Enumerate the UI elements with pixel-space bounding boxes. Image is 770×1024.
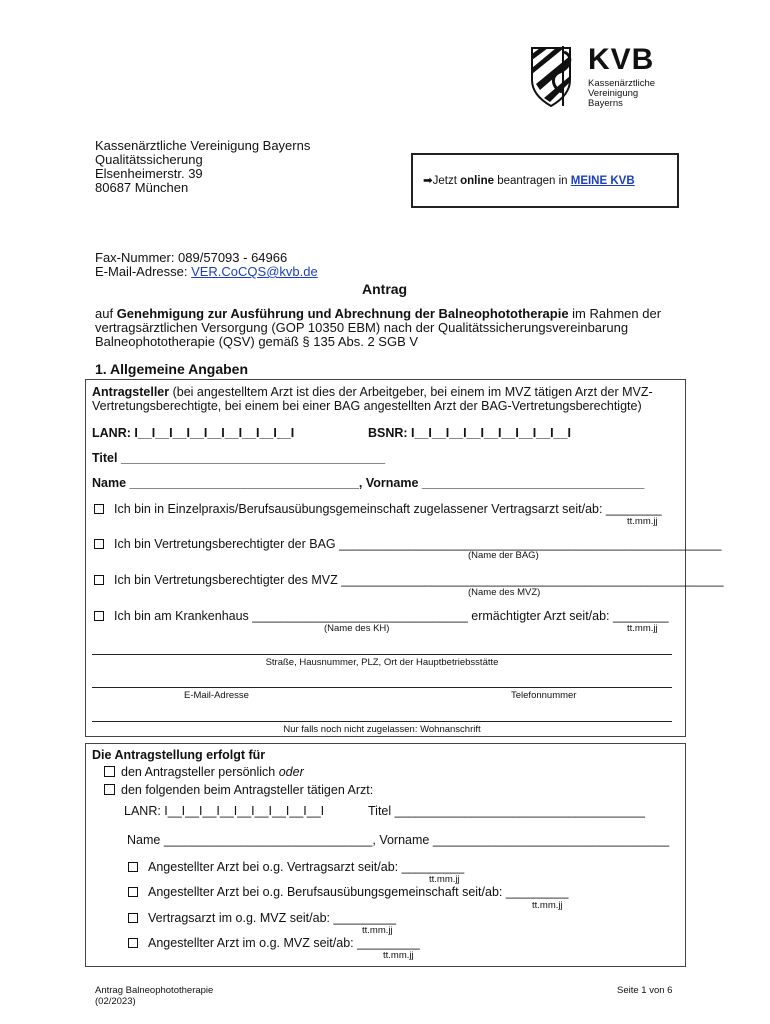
option-label: den Antragsteller persönlich <box>121 765 279 779</box>
option-label: Angestellter Arzt im o.g. MVZ seit/ab: _________ <box>148 936 420 950</box>
home-address-label: Nur falls noch nicht zugelassen: Wohnanschrift <box>283 724 481 735</box>
option-label: Ich bin Vertretungsberechtigter des MVZ _______________________________________________________ <box>114 573 724 587</box>
address-line: 80687 München <box>95 180 189 195</box>
date-hint: tt.mm.jj <box>362 925 393 936</box>
option-label: Ich bin Vertretungsberechtigter der BAG _______________________________________________________ <box>114 537 722 551</box>
section1-heading: 1. Allgemeine Angaben <box>95 361 248 377</box>
option-label: Ich bin in Einzelpraxis/Berufsausübungsgemeinschaft zugelassener Vertragsarzt seit/ab: ________ <box>114 502 662 516</box>
option-mvz[interactable] <box>94 573 724 587</box>
intro-line3: Balneophototherapie (QSV) gemäß § 135 Abs. 2 SGB V <box>95 334 419 349</box>
arrow-right-icon: ➡ <box>423 175 433 187</box>
fax-number: Fax-Nummer: 089/57093 - 64966 <box>95 250 288 265</box>
checkbox[interactable] <box>128 938 138 948</box>
option-krankenhaus[interactable] <box>94 609 669 623</box>
option-label: Ich bin am Krankenhaus _______________________________ <box>114 609 468 623</box>
option-label: den folgenden beim Antragsteller tätigen Arzt: <box>121 783 374 797</box>
bsnr-field[interactable]: BSNR: I__I__I__I__I__I__I__I__I__I <box>368 426 571 440</box>
section2-box <box>85 743 686 967</box>
date-hint: tt.mm.jj <box>627 623 658 634</box>
email-label: E-Mail-Adresse: <box>95 264 192 279</box>
checkbox[interactable] <box>94 611 104 621</box>
checkbox[interactable] <box>94 575 104 585</box>
doctor-name-field[interactable]: Name ______________________________, Vorname __________________________________ <box>127 833 670 847</box>
checkbox[interactable] <box>128 862 138 872</box>
footer-doc-name: Antrag Balneophototherapie <box>95 985 214 996</box>
contact-block <box>95 251 318 279</box>
phone-label: Telefonnummer <box>511 690 577 701</box>
option-vertragsarzt-mvz[interactable] <box>128 911 396 925</box>
email-phone-line[interactable] <box>92 687 672 688</box>
doctor-titel-field[interactable]: Titel ____________________________________ <box>368 804 645 818</box>
checkbox[interactable] <box>104 766 115 777</box>
checkbox[interactable] <box>94 539 104 549</box>
recipient-address <box>95 139 310 195</box>
checkbox[interactable] <box>104 784 115 795</box>
street-line[interactable] <box>92 654 672 655</box>
option-employed-vertragsarzt[interactable] <box>128 860 464 874</box>
section2-heading: Die Antragstellung erfolgt für <box>92 748 266 762</box>
email-link[interactable]: VER.CoCQS@kvb.de <box>191 264 318 279</box>
online-middle: beantragen in <box>494 175 571 187</box>
home-address-line[interactable] <box>92 721 672 722</box>
street-label: Straße, Hausnummer, PLZ, Ort der Hauptbetriebsstätte <box>265 657 499 668</box>
option-label-suffix: ermächtigter Arzt seit/ab: ________ <box>467 609 669 623</box>
logo-line3: Bayerns <box>588 98 623 109</box>
applicant-text1: (bei angestelltem Arzt ist dies der Arbeitgeber, bei einem im MVZ tätigen Arzt der MVZ- <box>169 385 653 399</box>
intro-line2: vertragsärztlichen Versorgung (GOP 10350 EBM) nach der Qualitätssicherungsvereinbarung <box>95 320 629 335</box>
footer-left <box>95 985 213 1007</box>
intro-post: im Rahmen der <box>568 306 662 321</box>
page-title: Antrag <box>362 281 408 297</box>
option-employed-bag[interactable] <box>128 885 568 899</box>
bavarian-shield-icon <box>530 46 578 108</box>
checkbox[interactable] <box>128 913 138 923</box>
footer-version: (02/2023) <box>95 996 136 1007</box>
name-field[interactable]: Name _________________________________, Vorname ________________________________ <box>92 476 645 490</box>
meine-kvb-link[interactable]: MEINE KVB <box>570 175 635 187</box>
kvb-logo <box>530 44 670 114</box>
applicant-label: Antragsteller <box>92 385 170 399</box>
intro-text <box>95 307 695 349</box>
option-label: Angestellter Arzt bei o.g. Vertragsarzt seit/ab: _________ <box>148 860 465 874</box>
date-hint: tt.mm.jj <box>532 900 563 911</box>
doctor-lanr-field[interactable]: LANR: I__I__I__I__I__I__I__I__I__I <box>124 804 325 818</box>
online-prefix: Jetzt <box>432 175 461 187</box>
date-hint: tt.mm.jj <box>429 874 460 885</box>
option-self[interactable] <box>104 765 304 779</box>
intro-pre: auf <box>95 306 117 321</box>
online-apply-box <box>411 153 679 208</box>
lanr-field[interactable]: LANR: I__I__I__I__I__I__I__I__I__I <box>92 426 295 440</box>
bag-hint: (Name der BAG) <box>468 550 539 561</box>
address-line: Qualitätssicherung <box>95 152 203 167</box>
option-other-doctor[interactable] <box>104 783 373 797</box>
address-line: Elsenheimerstr. 39 <box>95 166 203 181</box>
intro-bold: Genehmigung zur Ausführung und Abrechnung der Balneophototherapie <box>116 306 569 321</box>
logo-line2: Vereinigung <box>588 88 639 99</box>
option-label: Vertragsarzt im o.g. MVZ seit/ab: _________ <box>148 911 397 925</box>
option-einzelpraxis[interactable] <box>94 502 662 516</box>
date-hint: tt.mm.jj <box>383 950 414 961</box>
option-bag[interactable] <box>94 537 721 551</box>
kh-hint: (Name des KH) <box>324 623 390 634</box>
logo-line1: Kassenärztliche <box>588 78 656 89</box>
option-label: Angestellter Arzt bei o.g. Berufsausübungsgemeinschaft seit/ab: _________ <box>148 885 569 899</box>
option-employed-mvz[interactable] <box>128 936 420 950</box>
option-or: oder <box>278 765 304 779</box>
footer-page-number: Seite 1 von 6 <box>617 985 673 996</box>
logo-abbr: KVB <box>588 43 655 76</box>
checkbox[interactable] <box>94 504 104 514</box>
address-line: Kassenärztliche Vereinigung Bayerns <box>95 138 311 153</box>
date-hint: tt.mm.jj <box>627 516 658 527</box>
section1-box <box>85 379 724 737</box>
checkbox[interactable] <box>128 887 138 897</box>
online-bold: online <box>460 175 494 187</box>
applicant-text2: Vertretungsberechtigte, bei einem bei einer BAG angestellten Arzt der BAG-Vertretungsberechtigte) <box>92 399 642 413</box>
email-address-label: E-Mail-Adresse <box>184 690 249 701</box>
titel-field[interactable]: Titel ______________________________________ <box>92 451 386 465</box>
mvz-hint: (Name des MVZ) <box>468 587 541 598</box>
